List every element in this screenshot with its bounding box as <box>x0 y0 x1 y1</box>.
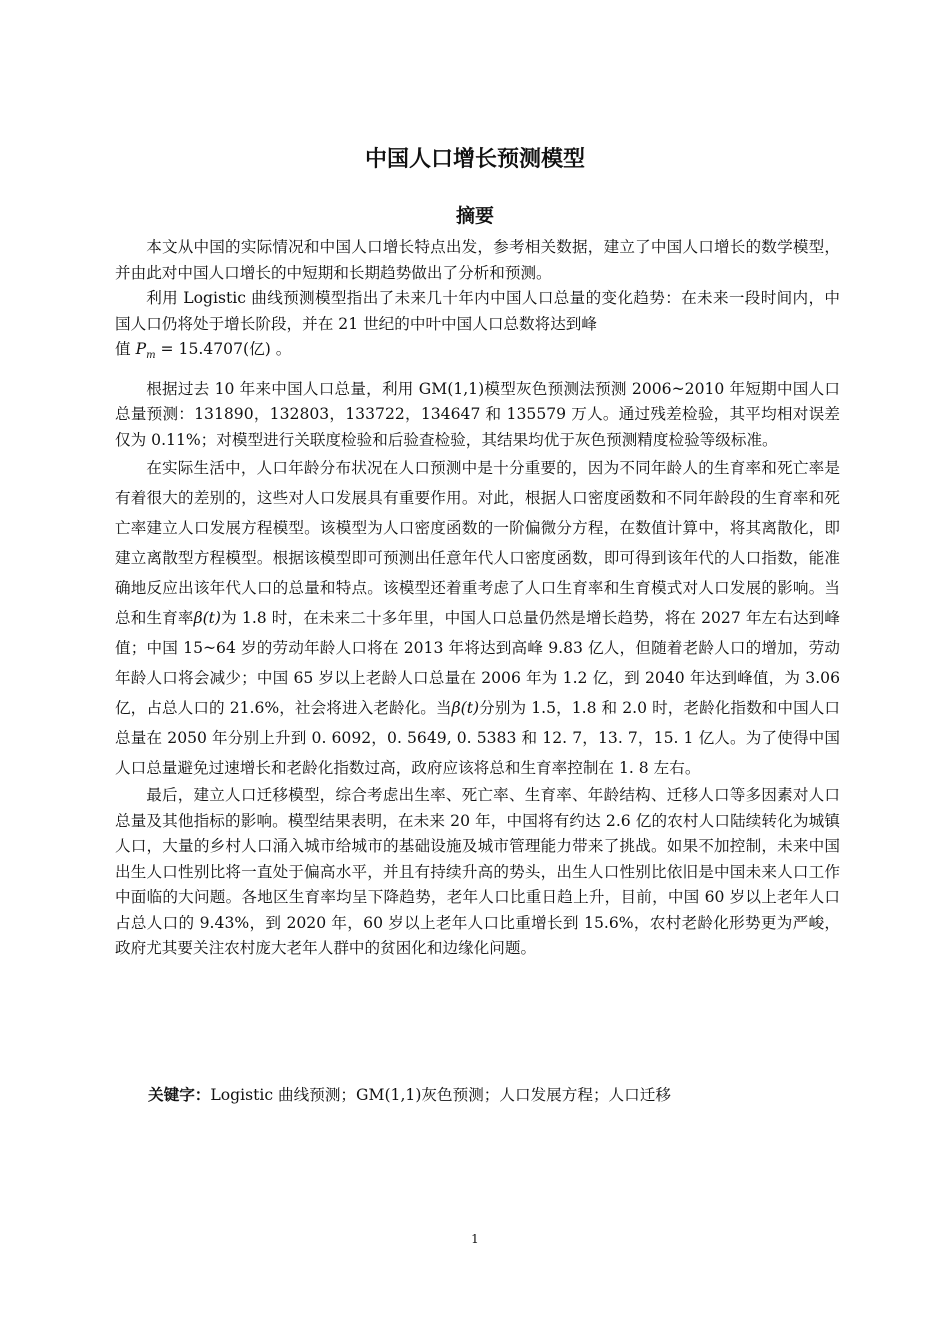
keywords <box>148 1083 848 1105</box>
paragraph-4-part-a: 在实际生活中，人口年龄分布状况在人口预测中是十分重要的，因为不同年龄人的生育率和死亡率是有着很大的差别的，这些对人口发展具有重要作用。对此，根据人口密度函数和不同年龄段的生育率和死亡率建立人口发展方程模型。该模型为人口密度函数的一阶偏微分方程，在数值计算中，将其离散化，即建立离散型方程模型。根据该模型即可预测出任意年代人口密度函数，即可得到该年代的人口指数，能准确地反应出该年代人口的总量和特点。该模型还着重考虑了人口生育率和生育模式对人口发展的影响。当总和生育率 <box>115 459 840 627</box>
abstract-paragraph-4 <box>115 453 840 783</box>
formula-expression: = 15.4707(亿) 。 <box>155 340 292 358</box>
formula-prefix: 值 <box>115 340 131 358</box>
keywords-label: 关键字： <box>148 1086 211 1104</box>
paper-title: 中国人口增长预测模型 <box>364 147 585 172</box>
page-number: 1 <box>471 1232 479 1246</box>
formula-symbol: P <box>135 340 147 358</box>
paragraph-4-part-b: 为 1.8 时，在未来二十多年里，中国人口总量仍然是增长趋势，将在 2027 年左右达到峰值；中国 15~64 岁的劳动年龄人口将在 2013 年将达到高峰 9.83 亿人，但随着老龄人口的增加，劳动年龄人口将会减少；中国 65 岁以上老龄人口总量在 2006 年为 1.2 亿，到 2040 年达到峰值，为 3.06 亿，占总人口的 21.6%，社会将进入老龄化。当 <box>115 609 840 717</box>
peak-formula <box>115 337 840 369</box>
formula-subscript: m <box>146 350 156 361</box>
abstract-paragraph-3: 根据过去 10 年来中国人口总量，利用 GM(1,1)模型灰色预测法预测 2006~2010 年短期中国人口总量预测：131890，132803，133722，134647 和 135579 万人。通过残差检验，其平均相对误差仅为 0.11%；对模型进行关联度检验和后验查检验，其结果均优于灰色预测精度检验等级标准。 <box>115 379 840 449</box>
keywords-text: Logistic 曲线预测；GM(1,1)灰色预测；人口发展方程；人口迁移 <box>210 1086 671 1104</box>
abstract-heading: 摘要 <box>455 205 494 227</box>
beta-symbol-1: β(t) <box>193 609 222 627</box>
abstract-paragraph-1: 本文从中国的实际情况和中国人口增长特点出发，参考相关数据，建立了中国人口增长的数学模型，并由此对中国人口增长的中短期和长期趋势做出了分析和预测。 <box>115 238 840 282</box>
beta-symbol-2: β(t) <box>451 699 480 717</box>
abstract-paragraph-5: 最后，建立人口迁移模型，综合考虑出生率、死亡率、生育率、年龄结构、迁移人口等多因素对人口总量及其他指标的影响。模型结果表明，在未来 20 年，中国将有约达 2.6 亿的农村人口陆续转化为城镇人口，大量的乡村人口涌入城市给城市的基础设施及城市管理能力带来了挑战。如果不加控制，未来中国出生人口性别比将一直处于偏高水平，并且有持续升高的势头，出生人口性别比依旧是中国未来人口工作中面临的大问题。各地区生育率均呈下降趋势，老年人口比重日趋上升，目前，中国 60 岁以上老年人口占总人口的 9.43%，到 2020 年，60 岁以上老年人口比重增长到 15.6%，农村老龄化形势更为严峻，政府尤其要关注农村庞大老年人群中的贫困化和边缘化问题。 <box>115 786 840 957</box>
abstract-paragraph-2: 利用 Logistic 曲线预测模型指出了未来几十年内中国人口总量的变化趋势：在未来一段时间内，中国人口仍将处于增长阶段，并在 21 世纪的中叶中国人口总数将达到峰 <box>115 289 840 333</box>
abstract-body <box>115 235 840 962</box>
paragraph-4-part-c: 分别为 1.5，1.8 和 2.0 时，老龄化指数和中国人口总量在 2050 年分别上升到 0. 6092，0. 5649, 0. 5383 和 12. 7，13. 7，15. 1 亿人。为了使得中国人口总量避免过速增长和老龄化指数过高，政府应该将总和生育率控制在 1. 8 左右。 <box>115 699 841 777</box>
